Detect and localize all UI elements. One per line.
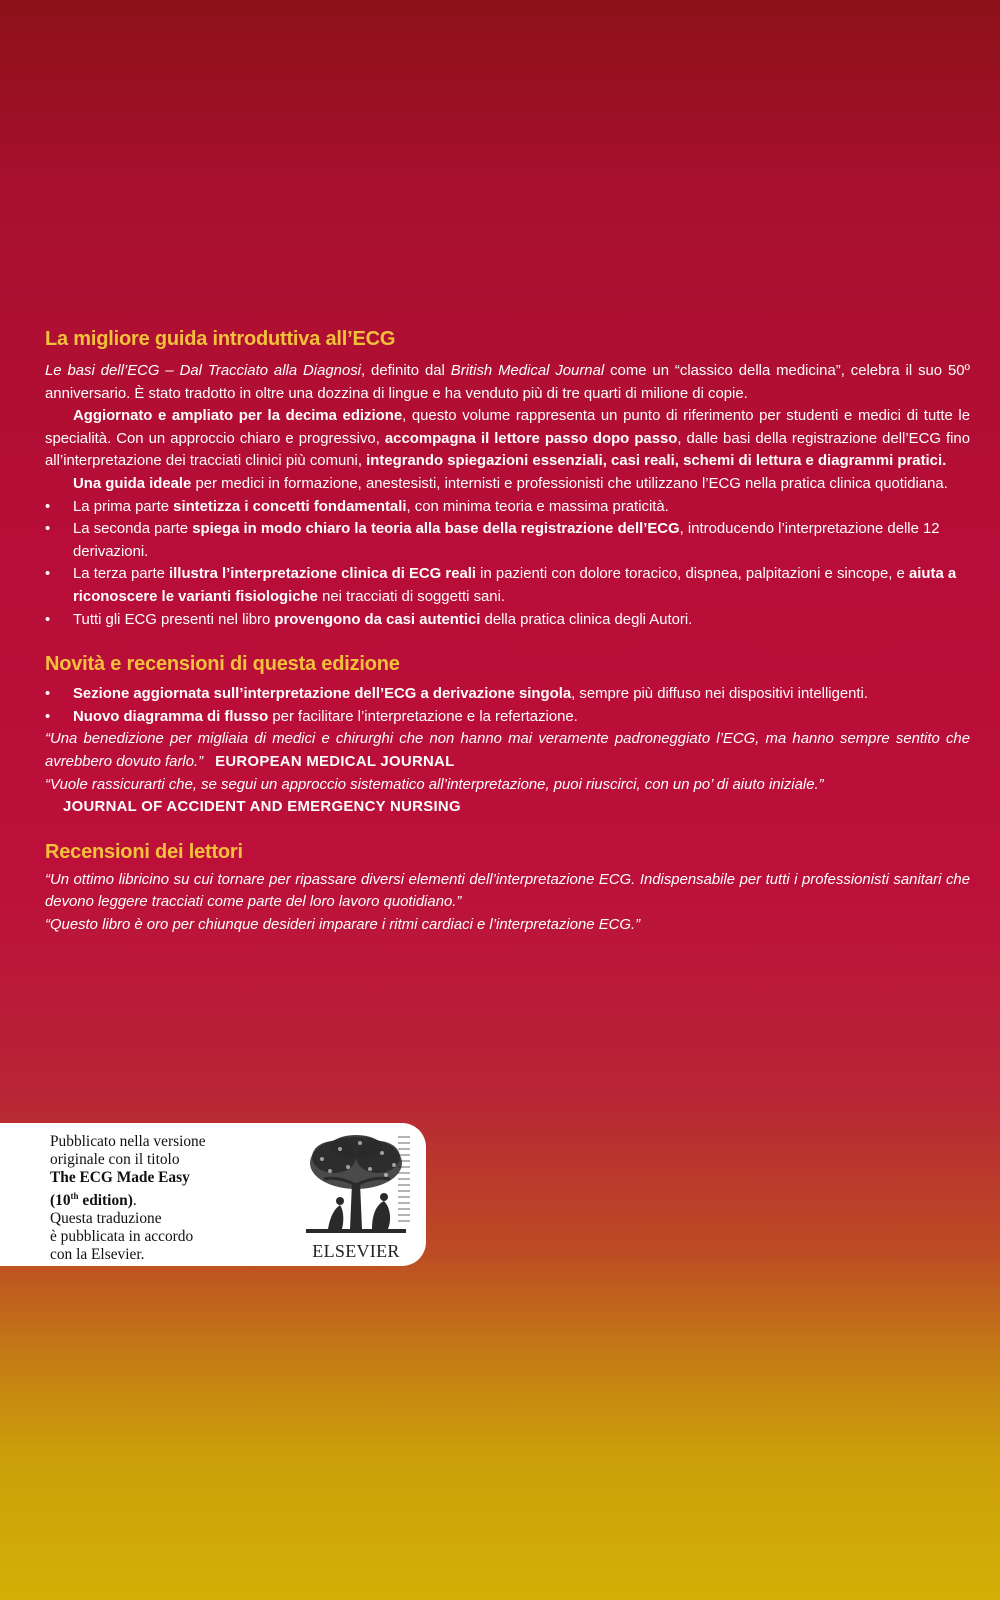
review-text: “Un ottimo libricino su cui tornare per ripassare diversi elementi dell’interpretazione ECG. Indispensabile per tutti i professionisti sanitari che devono leggere tracciati come parte del loro lavoro quotidiano.”: [45, 871, 970, 911]
book-title-italic: Le basi dell’ECG – Dal Tracciato alla Diagnosi: [45, 363, 361, 379]
bold-span: Una guida ideale: [73, 475, 192, 492]
quote-text: “Una benedizione per migliaia di medici e chirurghi che non hanno mai veramente padroneggiato l’ECG, ma hanno sempre sentito che avrebbero dovuto farlo.”: [45, 731, 970, 770]
text-span: , introducendo l’interpretazione delle 12 derivazioni.: [73, 521, 940, 560]
text-span: come un “classico della medicina”, celebra il suo 50º anniversario. È stato tradotto in oltre una dozzina di lingue e ha venduto più di tre quarti di milione di copie.: [45, 363, 970, 402]
edition-text: .: [132, 1192, 137, 1210]
list-item: [45, 683, 970, 706]
bold-span: Sezione aggiornata sull’interpretazione dell’ECG a derivazione singola: [73, 686, 572, 703]
bold-span: aiuta a riconoscere le varianti fisiologiche: [73, 566, 957, 605]
text-span: , questo volume rappresenta un punto di riferimento per studenti e medici di tutte le specialità. Con un approccio chiaro e progressivo,: [45, 408, 970, 447]
elsevier-logo: [300, 1133, 412, 1261]
text-span: per facilitare l’interpretazione e la refertazione.: [268, 708, 578, 725]
content-bullet-list: [45, 496, 970, 632]
review-quote-1: [45, 728, 970, 773]
elsevier-wordmark: ELSEVIER: [312, 1241, 400, 1261]
section-heading-intro: La migliore guida introduttiva all’ECG: [45, 328, 396, 350]
quote-source: JOURNAL OF ACCIDENT AND EMERGENCY NURSING: [63, 799, 461, 816]
reader-review-1: [45, 869, 970, 914]
text-span: , dalle basi della registrazione dell’ECG fino all’interpretazione dei tracciati clinici più comuni,: [45, 430, 970, 470]
bold-span: Nuovo diagramma di flusso: [73, 708, 269, 725]
publisher-note: [50, 1133, 280, 1264]
edition-text: (10: [50, 1192, 71, 1210]
bold-span: The ECG Made Easy: [50, 1169, 190, 1186]
text-span: della pratica clinica degli Autori.: [480, 611, 693, 628]
elsevier-tree-icon: [300, 1133, 412, 1239]
intro-paragraph-3: [45, 473, 970, 496]
text-span: nei tracciati di soggetti sani.: [317, 588, 506, 605]
journal-name: British Medical Journal: [450, 363, 605, 379]
reader-review-2: [45, 914, 970, 937]
list-item: [45, 706, 970, 729]
new-edition-bullet-list: [45, 683, 970, 728]
quote-source: EUROPEAN MEDICAL JOURNAL: [215, 753, 455, 770]
bold-span: integrando spiegazioni essenziali, casi reali, schemi di lettura e diagrammi pratici.: [366, 453, 947, 470]
bold-span: spiega in modo chiaro la teoria alla base della registrazione dell’ECG: [192, 521, 680, 538]
publisher-line: con la Elsevier.: [50, 1246, 145, 1264]
edition-line: [50, 1187, 280, 1210]
section-heading-reader-reviews: Recensioni dei lettori: [45, 840, 243, 863]
list-item: [45, 609, 970, 632]
original-book-title: [50, 1169, 280, 1187]
text-span: La seconda parte: [73, 521, 193, 538]
bold-span: illustra l’interpretazione clinica di ECG reali: [169, 566, 477, 583]
list-item: [45, 563, 970, 608]
review-text: “Questo libro è oro per chiunque desideri imparare i ritmi cardiaci e l’interpretazione ECG.”: [45, 916, 641, 933]
bold-span: Aggiornato e ampliato per la decima edizione: [73, 408, 403, 425]
text-span: La prima parte: [73, 498, 174, 515]
review-quote-2: [45, 774, 970, 819]
intro-paragraph-1: [45, 360, 970, 405]
edition-sup: th: [70, 1191, 79, 1201]
text-span: , definito dal: [360, 363, 451, 379]
text-span: , sempre più diffuso nei dispositivi intelligenti.: [571, 686, 868, 703]
bold-span: accompagna il lettore passo dopo passo: [384, 430, 678, 447]
publisher-line: originale con il titolo: [50, 1151, 180, 1168]
back-cover-text: [45, 326, 970, 936]
edition-text: edition): [78, 1192, 133, 1210]
list-item: [45, 496, 970, 519]
bold-span: provengono da casi autentici: [274, 611, 481, 628]
publisher-line: Pubblicato nella versione: [50, 1133, 206, 1150]
section-heading-new-edition: Novità e recensioni di questa edizione: [45, 653, 400, 676]
list-item: [45, 518, 970, 563]
text-span: , con minima teoria e massima praticità.: [406, 498, 669, 515]
text-span: La terza parte: [73, 566, 170, 583]
bold-span: sintetizza i concetti fondamentali: [173, 498, 407, 515]
quote-text: “Vuole rassicurarti che, se segui un approccio sistematico all’interpretazione, puoi riuscirci, con un po’ di aiuto iniziale.”: [45, 776, 824, 793]
intro-paragraph-2: [45, 405, 970, 473]
publisher-line: è pubblicata in accordo: [50, 1228, 194, 1246]
text-span: per medici in formazione, anestesisti, internisti e professionisti che utilizzano l’ECG nella pratica clinica quotidiana.: [191, 475, 948, 492]
text-span: Tutti gli ECG presenti nel libro: [73, 611, 275, 628]
publisher-line: Questa traduzione: [50, 1210, 162, 1228]
publisher-box: [0, 1123, 426, 1266]
text-span: in pazienti con dolore toracico, dispnea, palpitazioni e sincope, e: [476, 566, 909, 583]
